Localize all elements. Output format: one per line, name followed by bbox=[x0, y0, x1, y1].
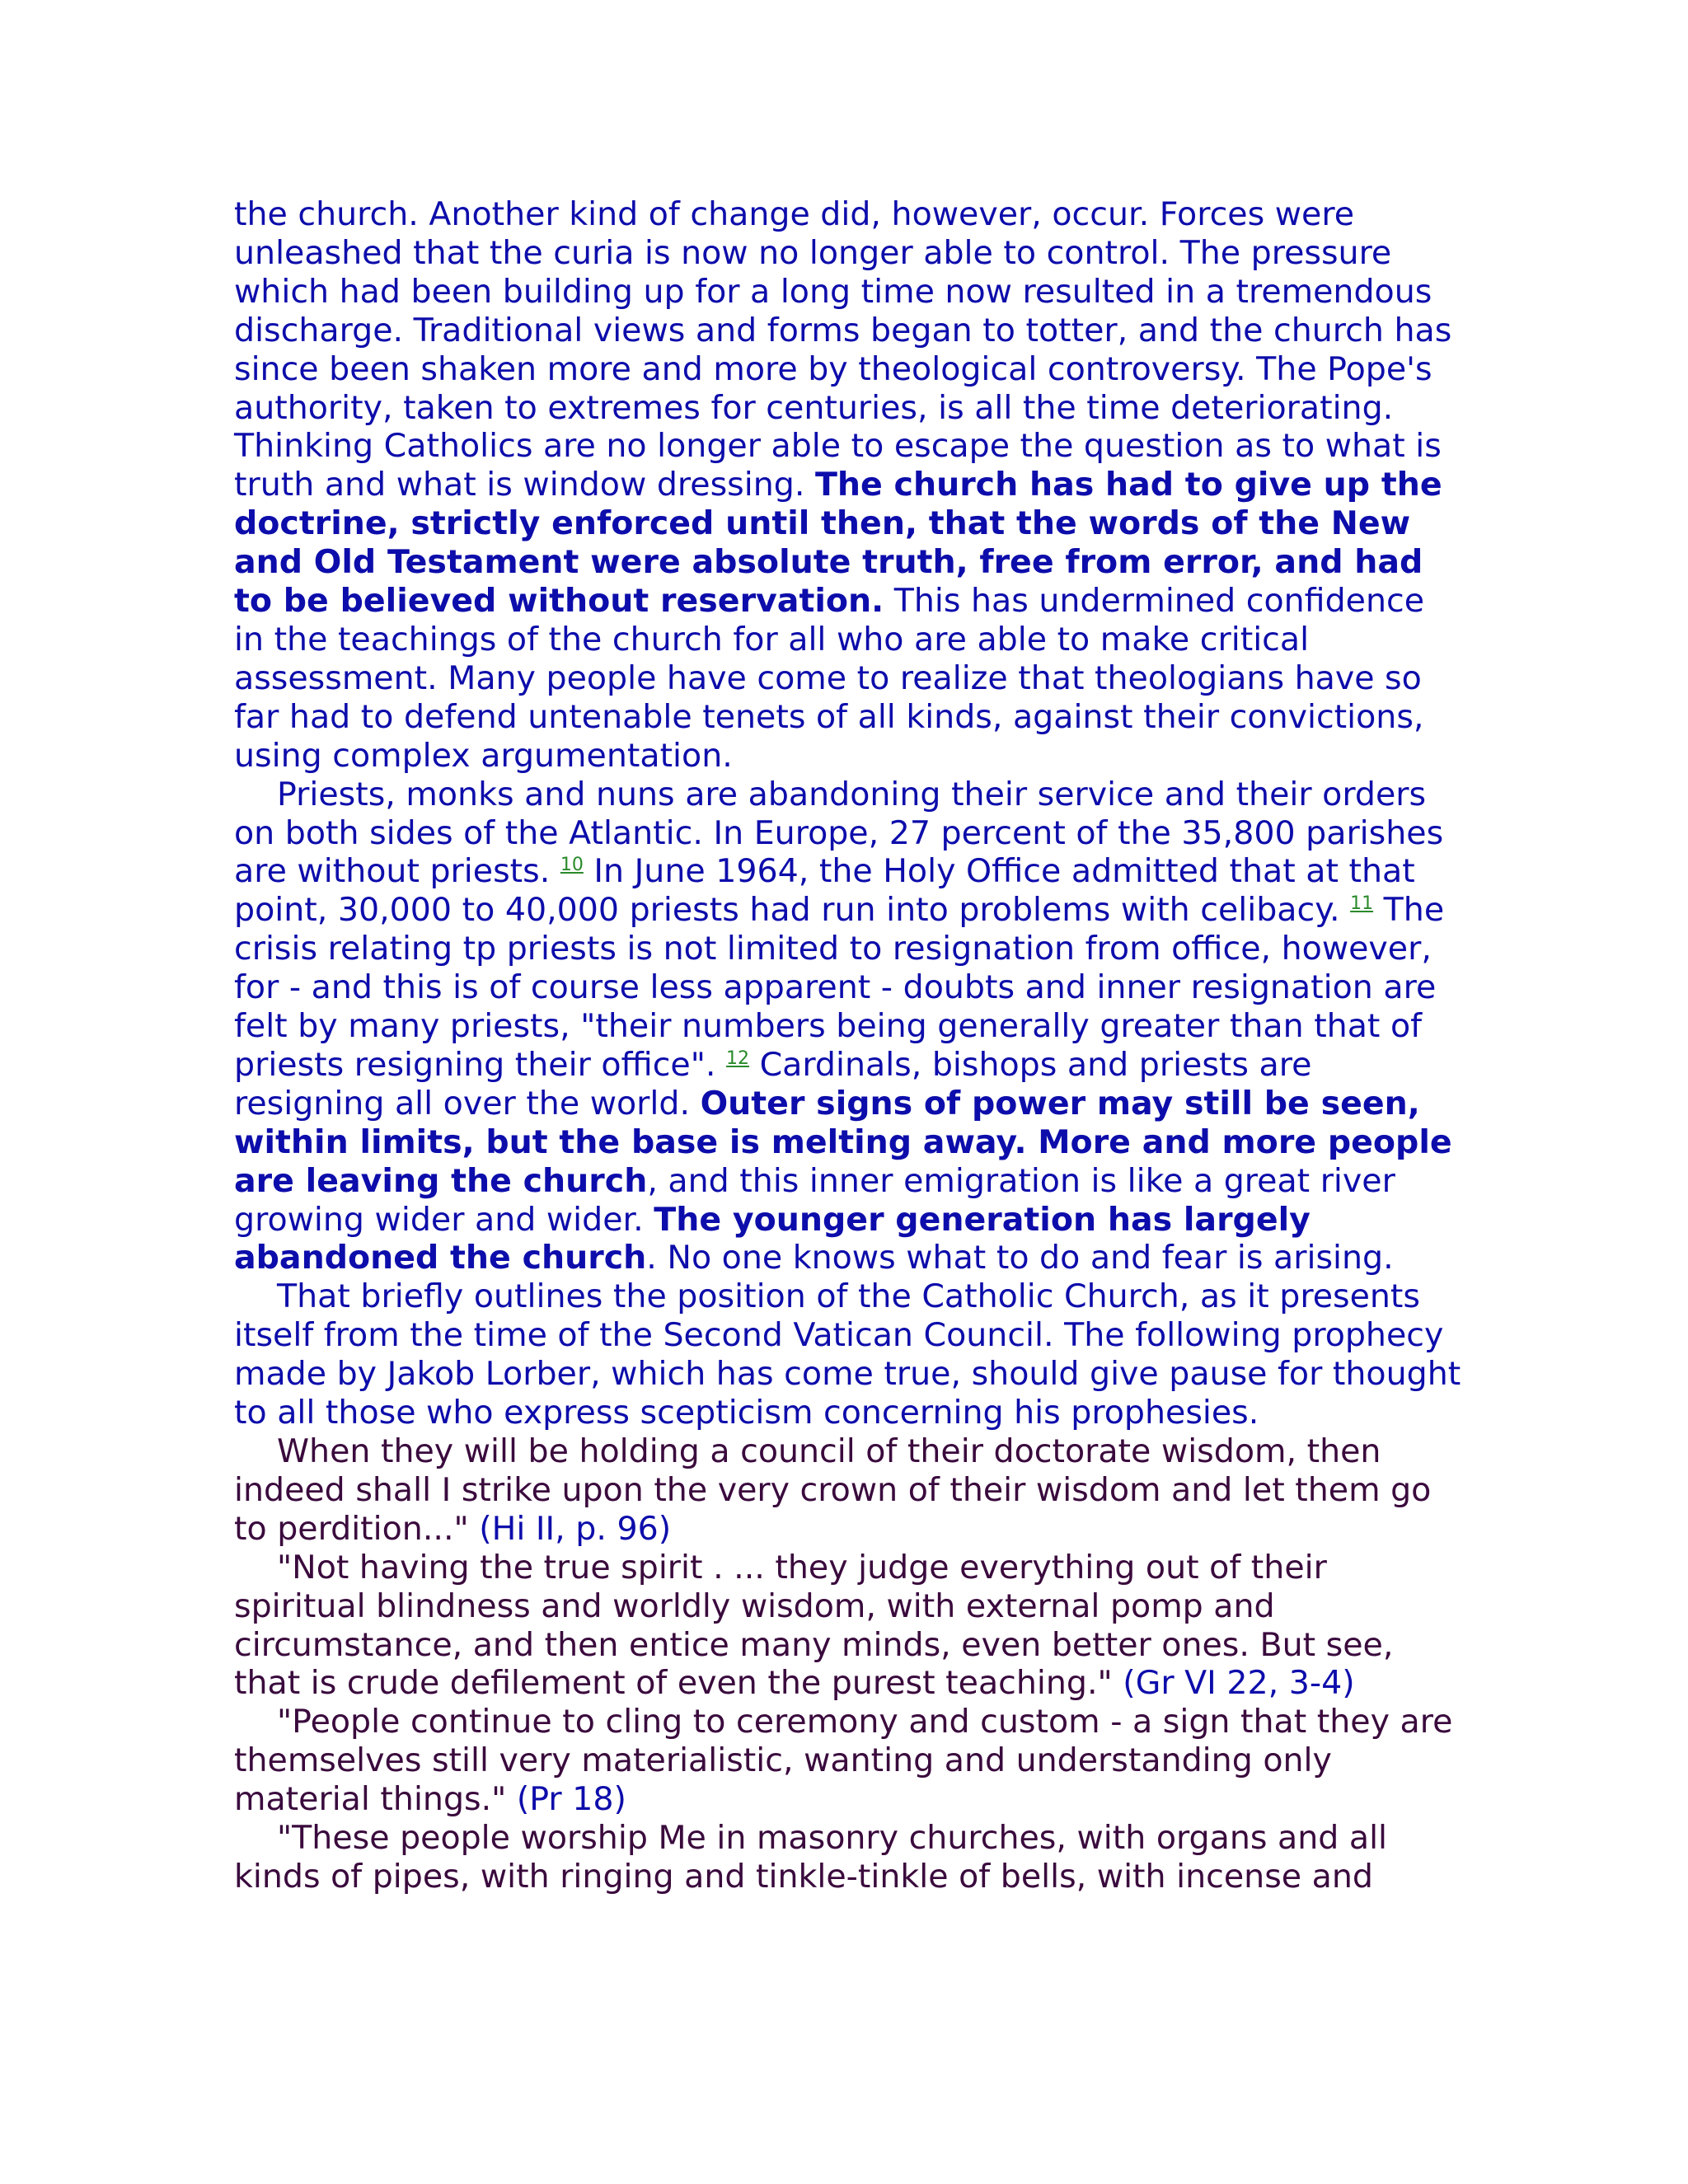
citation-reference: (Hi II, p. 96) bbox=[479, 1509, 672, 1548]
bold-text-run: The church has had to give up the doctrine, strictly enforced until then, that the words of the New and Old Testament were absolute truth, free from error, and had to be believed without reservation. bbox=[234, 466, 1442, 621]
paragraph-3 bbox=[234, 1277, 1462, 1432]
quote-paragraph-1 bbox=[234, 1432, 1462, 1549]
text-run: Priests, monks and nuns are abandoning their service and their orders on both sides of the Atlantic. In Europe, 27 percent of the 35,800 parishes are without priests. bbox=[234, 775, 1444, 891]
quote-text: "Not having the true spirit . ... they judge everything out of their spiritual blindness and worldly wisdom, with external pomp and circumstance, and then entice many minds, even better ones. But see, that is crude defilement of even the purest teaching." bbox=[234, 1548, 1394, 1703]
text-run: Cardinals, bishops and priests are resigning all over the world. bbox=[234, 1045, 1312, 1122]
bold-text-run: Outer signs of power may still be seen, within limits, but the base is melting away. More and more people are leaving the church bbox=[234, 1084, 1452, 1200]
quote-paragraph-4 bbox=[234, 1819, 1462, 1896]
quote-text: When they will be holding a council of their doctorate wisdom, then indeed shall I strike upon the very crown of their wisdom and let them go to perdition..." bbox=[234, 1432, 1432, 1548]
paragraph-2 bbox=[234, 776, 1462, 1278]
citation-reference: (Pr 18) bbox=[516, 1780, 626, 1819]
footnote-link-12[interactable]: 12 bbox=[726, 1047, 750, 1069]
text-run: The crisis relating tp priests is not limited to resignation from office, however, for - and this is of course less apparent - doubts and inner resignation are felt by many priests, "their numbers being generally greater than that of priests resigning their office". bbox=[234, 891, 1445, 1084]
text-run: That briefly outlines the position of the Catholic Church, as it presents itself from the time of the Second Vatican Council. The following prophecy made by Jakob Lorber, which has come true, should give pause for thought to all those who express scepticism concerning his prophesies. bbox=[234, 1277, 1461, 1432]
text-run: the church. Another kind of change did, however, occur. Forces were unleashed that the curia is now no longer able to control. The pressure which had been building up for a long time now resulted in a tremendous discharge. Traditional views and forms began to totter, and the church has since been shaken more and more by theological controversy. The Pope's authority, taken to extremes for centuries, is all the time deteriorating. Thinking Catholics are no longer able to escape the question as to what is truth and what is window dressing. bbox=[234, 195, 1452, 504]
bold-text-run: The younger generation has largely abandoned the church bbox=[234, 1200, 1311, 1277]
text-run: In June 1964, the Holy Office admitted that at that point, 30,000 to 40,000 priests had run into problems with celibacy. bbox=[234, 852, 1415, 930]
footnote-link-10[interactable]: 10 bbox=[560, 855, 584, 876]
text-run: , and this inner emigration is like a great river growing wider and wider. bbox=[234, 1161, 1395, 1239]
quote-paragraph-2 bbox=[234, 1549, 1462, 1704]
citation-reference: (Gr VI 22, 3-4) bbox=[1123, 1664, 1355, 1703]
document-page bbox=[234, 195, 1462, 1896]
footnote-link-11[interactable]: 11 bbox=[1350, 893, 1374, 915]
text-run: This has undermined confidence in the teachings of the church for all who are able to make critical assessment. Many people have come to realize that theologians have so far had to defend untenable tenets of all kinds, against their convictions, using complex argumentation. bbox=[234, 582, 1424, 775]
paragraph-1 bbox=[234, 195, 1462, 776]
quote-text: "People continue to cling to ceremony and custom - a sign that they are themselves still very materialistic, wanting and understanding only material things." bbox=[234, 1703, 1453, 1819]
quote-paragraph-3 bbox=[234, 1703, 1462, 1819]
quote-text: "These people worship Me in masonry churches, with organs and all kinds of pipes, with ringing and tinkle-tinkle of bells, with incense and bbox=[234, 1819, 1388, 1896]
text-run: . No one knows what to do and fear is arising. bbox=[646, 1239, 1394, 1277]
